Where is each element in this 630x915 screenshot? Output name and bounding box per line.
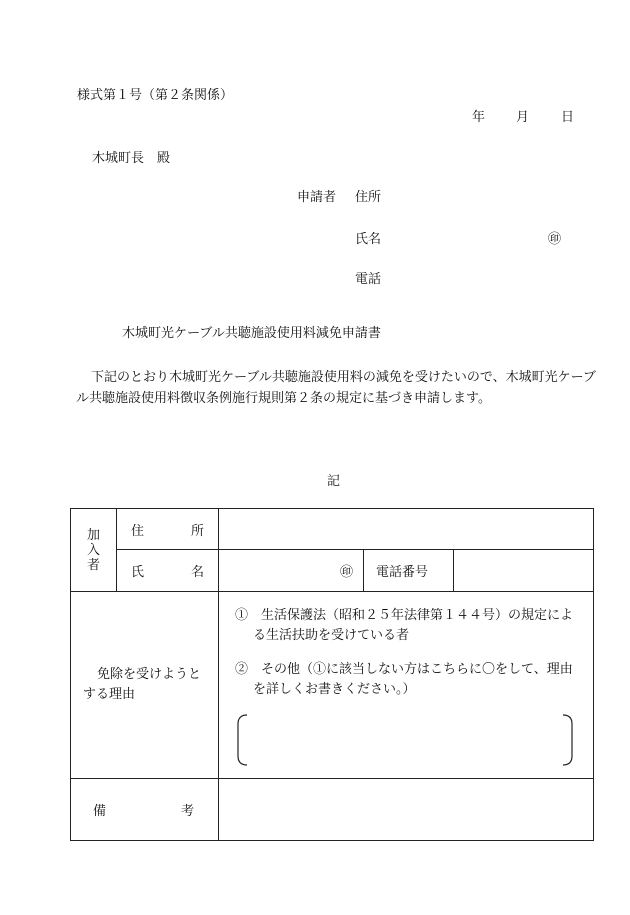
addressee: 木城町長 殿 [92, 151, 171, 166]
ki-heading: 記 [327, 474, 341, 489]
subscriber-address-field[interactable] [219, 509, 594, 550]
subscriber-label [71, 509, 117, 592]
form-number: 様式第１号（第２条関係） [77, 88, 234, 103]
applicant-name-label: 氏名 [355, 232, 382, 247]
subscriber-address-label [117, 509, 219, 550]
right-bracket [563, 715, 572, 765]
remarks-field[interactable] [219, 779, 594, 841]
address-char: 所 [190, 523, 204, 539]
option-1[interactable]: ① 生活保護法（昭和２５年法律第１４４号）の規定による生活扶助を受けている者 [235, 608, 574, 643]
phone-number-label-text: 電話番号 [376, 565, 429, 580]
remarks-char: 考 [180, 804, 194, 819]
phone-number-field[interactable] [454, 550, 594, 592]
applicant-phone-label: 電話 [355, 272, 382, 287]
reason-detail-field[interactable] [237, 714, 573, 766]
reason-label-line2: する理由 [83, 687, 136, 702]
address-char: 住 [131, 523, 145, 539]
application-table [70, 508, 594, 841]
subscriber-name-field[interactable] [219, 550, 364, 592]
date-day-label: 日 [561, 110, 575, 125]
subscriber-char: 入 [86, 542, 100, 558]
name-char: 名 [190, 565, 204, 580]
applicant-seal-mark: ㊞ [548, 232, 562, 247]
bracket-frame [237, 714, 577, 766]
name-char: 氏 [131, 565, 145, 580]
document-body: 下記のとおり木城町光ケーブル共聴施設使用料の減免を受けたいので、木城町光ケーブル共聴施設使用料徴収条例施行規則第２条の規定に基づき申請します。 [76, 370, 596, 406]
date-year-label: 年 [472, 110, 486, 125]
phone-number-label [364, 550, 454, 592]
remarks-char: 備 [93, 804, 107, 819]
document-title: 木城町光ケーブル共聴施設使用料減免申請書 [122, 326, 381, 341]
applicant-label: 申請者 [297, 190, 337, 205]
subscriber-char: 者 [86, 557, 100, 573]
left-bracket [238, 715, 247, 765]
subscriber-seal-mark: ㊞ [339, 565, 353, 580]
date-month-label: 月 [516, 110, 530, 125]
reason-options[interactable] [219, 592, 594, 779]
reason-label-line1: 免除を受けようと [97, 667, 202, 682]
remarks-label [71, 779, 219, 841]
applicant-address-label: 住所 [355, 190, 382, 205]
option-2[interactable]: ② その他（①に該当しない方はこちらに〇をして、理由を詳しくお書きください。） [235, 662, 573, 697]
subscriber-name-label [117, 550, 219, 592]
subscriber-char: 加 [86, 527, 100, 543]
reason-label [71, 592, 219, 779]
